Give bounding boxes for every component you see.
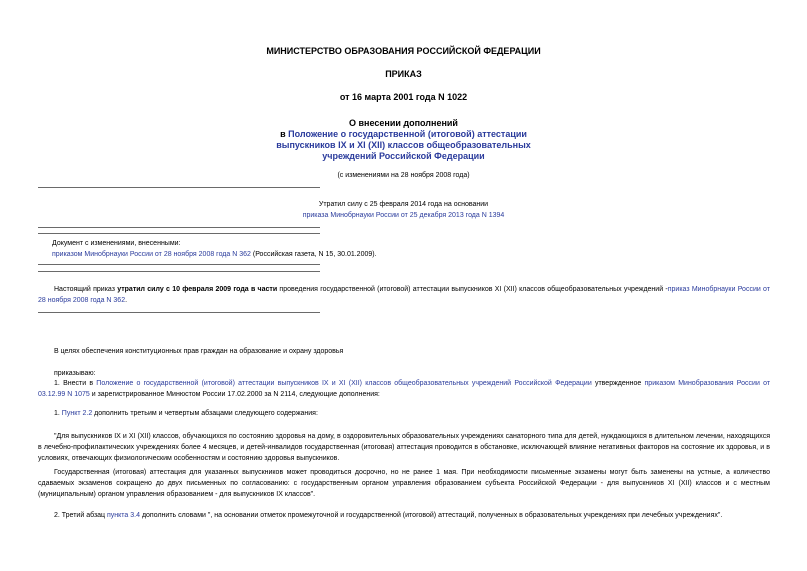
partial-expiry-bold: утратил силу с 10 февраля 2009 года в части — [117, 286, 278, 293]
order-word: приказываю: — [54, 370, 96, 377]
quote-paragraph-2: Государственная (итоговая) аттестация для указанных выпускников может проводиться досрочно, но не ранее 1 мая. При необходимости письменные экзамены могут быть заменены на устные, а количество сдаваемых экзаменов сокращено до двух письменных по согласованию: с государственным органом управления образованием субъекта Российской Федерации - для выпускников XI (XII) классов и с местным (муниципальным) органом управления образованием - для выпускников IX классов". — [38, 469, 770, 498]
changes-label: Документ с изменениями, внесенными: — [52, 240, 181, 247]
subitem-1-prefix: 1. — [54, 410, 62, 417]
amendment-note: (с изменениями на 28 ноября 2008 года) — [337, 172, 470, 179]
subitem-2-paragraph — [38, 510, 770, 521]
doc-title-prefix: в — [280, 129, 289, 139]
expired-notice-link-line — [0, 210, 807, 221]
divider — [38, 312, 320, 313]
changes-order-link[interactable]: приказом Минобрнауки России от 28 ноября 2008 года N 362 — [52, 251, 251, 258]
divider — [38, 187, 320, 188]
clause-3-4-link[interactable]: пункта 3.4 — [107, 512, 140, 519]
subitem-1-paragraph — [38, 408, 770, 419]
regulation-link[interactable]: Положение о государственной (итоговой) аттестации выпускников IX и XI (XII) классов общеобразовательных учреждений Российской Федерации — [276, 129, 531, 161]
doc-date-number: от 16 марта 2001 года N 1022 — [339, 92, 468, 102]
subitem-2-prefix: 2. Третий абзац — [54, 512, 107, 519]
divider — [38, 233, 320, 234]
doc-title — [0, 118, 807, 162]
doc-type-heading: ПРИКАЗ — [385, 69, 422, 79]
subitem-1-text: дополнить третьим и четвертым абзацами следующего содержания: — [92, 410, 318, 417]
item-1-order-link[interactable]: приказом Минобразования России от 03.12.99 N 1075 — [38, 380, 771, 398]
item-1-paragraph — [38, 378, 770, 400]
divider — [38, 227, 320, 228]
item-1-regulation-link[interactable]: Положение о государственной (итоговой) аттестации выпускников IX и XI (XII) классов общеобразовательных учреждений Российской Федерации — [96, 380, 592, 387]
expired-order-link[interactable]: приказа Минобрнауки России от 25 декабря 2013 года N 1394 — [302, 212, 505, 219]
quote-paragraph-1: "Для выпускников IX и XI (XII) классов, обучающихся по состоянию здоровья на дому, в оздоровительных образовательных учреждениях санаторного типа для детей, нуждающихся в длительном лечении, находящихся в лечебно-профилактических учреждениях более 4 месяцев, и детей-инвалидов государственная (итоговая) аттестация проводится в обстановке, исключающей влияние негативных факторов на состояние их здоровья, и в условиях, отвечающих физиологическим особенностям и состоянию здоровья выпускников. — [38, 433, 770, 462]
partial-expiry-intro: Настоящий приказ — [54, 286, 118, 293]
subitem-2-text: дополнить словами ", на основании отметок промежуточной и государственной (итоговой) аттестаций, полученных в образовательных учреждениях при лечебных учреждениях". — [140, 512, 723, 519]
changes-line — [52, 249, 377, 260]
clause-2-2-link[interactable]: Пункт 2.2 — [61, 410, 93, 417]
doc-title-line: О внесении дополнений — [349, 118, 458, 128]
partial-expiry-paragraph — [38, 284, 770, 306]
expired-notice: Утратил силу с 25 февраля 2014 года на основании — [318, 201, 489, 208]
partial-expiry-end: . — [125, 297, 128, 304]
item-1-mid: утвержденное — [591, 380, 645, 387]
divider — [38, 271, 320, 272]
partial-expiry-link[interactable]: приказ Минобрнауки России от 28 ноября 2008 года N 362 — [38, 286, 770, 304]
ministry-heading: МИНИСТЕРСТВО ОБРАЗОВАНИЯ РОССИЙСКОЙ ФЕДЕРАЦИИ — [266, 46, 541, 56]
divider — [38, 264, 320, 265]
changes-source: (Российская газета, N 15, 30.01.2009). — [250, 251, 377, 258]
item-1-end: и зарегистрированное Минюстом России 17.02.2000 за N 2114, следующие дополнения: — [89, 391, 380, 398]
doc-title-subject — [259, 129, 549, 162]
item-1-prefix: 1. Внести в — [54, 380, 97, 387]
partial-expiry-text: проведения государственной (итоговой) аттестации выпускников XI (XII) классов общеобразовательных учреждений - — [277, 286, 668, 293]
purpose-paragraph: В целях обеспечения конституционных прав граждан на образование и охрану здоровья — [54, 348, 344, 355]
